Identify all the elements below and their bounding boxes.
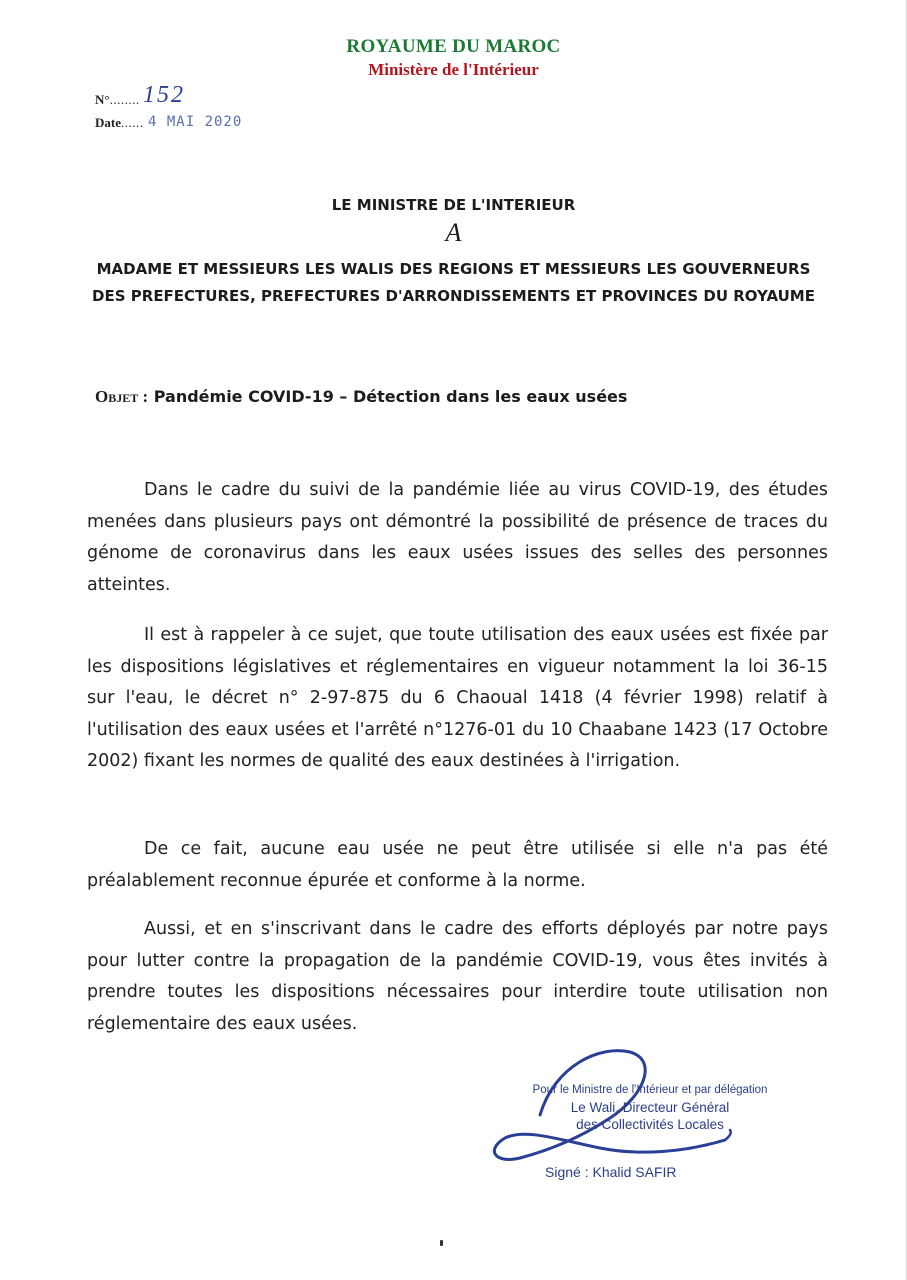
- reference-number-value: 152: [143, 82, 185, 108]
- signature-department: des Collectivités Locales: [576, 1117, 724, 1132]
- addressees: MADAME ET MESSIEURS LES WALIS DES REGIONS ET MESSIEURS LES GOUVERNEURS DES PREFECTURES, PREFECTURES D'ARRONDISSEMENTS ET PROVINCES DU ROYAUME: [92, 260, 815, 305]
- body-paragraph-4: Aussi, et en s'inscrivant dans le cadre des efforts déployés par notre pays pour lutter contre la propagation de la pandémie COVID-19, vous êtes invités à prendre toutes les dispositions nécessaires pour interdire toute utilisation non réglementaire des eaux usées.: [87, 919, 828, 1034]
- signed-name: Signé : Khalid SAFIR: [545, 1164, 677, 1180]
- sender-title: LE MINISTRE DE L'INTERIEUR: [331, 196, 576, 214]
- signature-role: Le Wali, Directeur Général: [570, 1100, 730, 1115]
- to-symbol: A: [445, 218, 462, 247]
- subject-text: Pandémie COVID-19 – Détection dans les eaux usées: [153, 387, 628, 406]
- letterhead: [0, 36, 907, 80]
- body-paragraph-3: De ce fait, aucune eau usée ne peut être utilisée si elle n'a pas été préalablement reconnue épurée et conforme à la norme.: [87, 839, 828, 891]
- date-dots: ......: [121, 115, 144, 130]
- signature-block: [490, 1082, 810, 1133]
- body-paragraph-2: Il est à rappeler à ce sujet, que toute utilisation des eaux usées est fixée par les dispositions législatives et réglementaires en vigueur notamment la loi 36-15 sur l'eau, le décret n° 2-97-875 du 6 Chaoual 1418 (4 février 1998) relatif à l'utilisation des eaux usées et l'arrêté n°1276-01 du 10 Chaabane 1423 (17 Octobre 2002) fixant les normes de qualité des eaux destinées à l'irrigation.: [87, 625, 828, 771]
- number-dots: ........: [109, 92, 140, 107]
- date-stamp: 4 MAI 2020: [148, 114, 243, 130]
- reference-date: [95, 115, 144, 131]
- page-mark: [440, 1240, 443, 1246]
- ministry-title: Ministère de l'Intérieur: [368, 60, 539, 79]
- date-label: Date: [95, 115, 121, 130]
- number-label: N°: [95, 92, 110, 107]
- reference-number: [95, 92, 140, 108]
- subject-line: [95, 387, 627, 407]
- body-paragraph-1: Dans le cadre du suivi de la pandémie liée au virus COVID-19, des études menées dans plusieurs pays ont démontré la possibilité de présence de traces du génome de coronavirus dans les eaux usées issues des selles des personnes atteintes.: [87, 480, 828, 595]
- kingdom-title: ROYAUME DU MAROC: [346, 36, 561, 57]
- subject-label: Objet :: [95, 387, 149, 406]
- signature-delegation: Pour le Ministre de l'Intérieur et par délégation: [532, 1084, 768, 1096]
